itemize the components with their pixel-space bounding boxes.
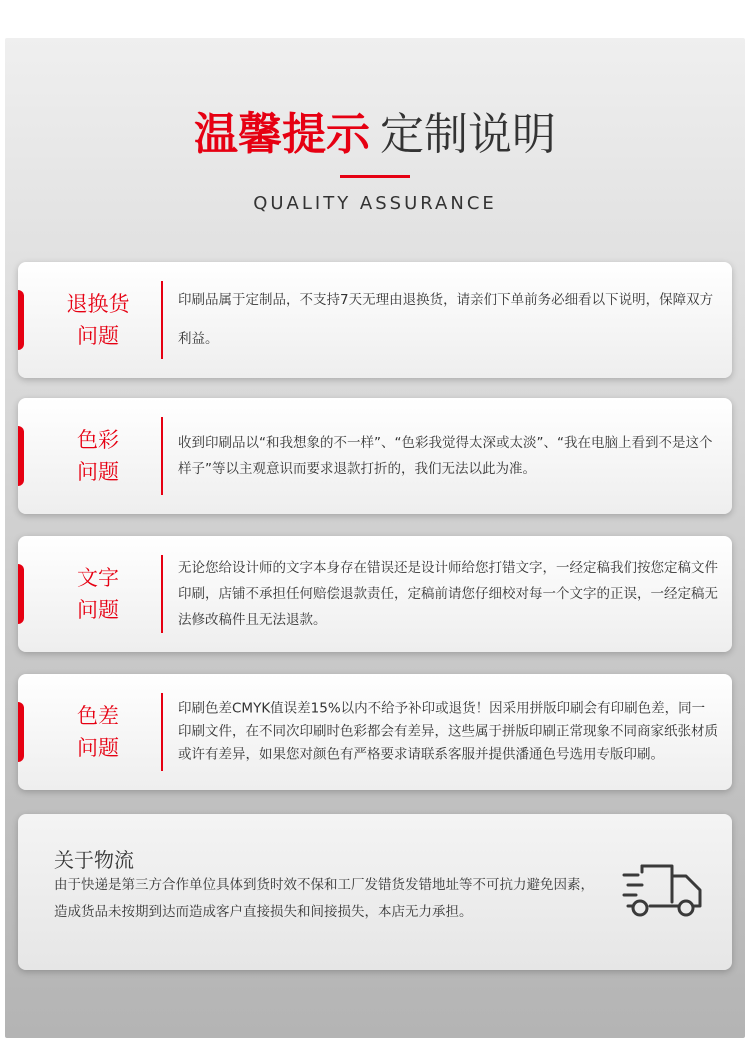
notice-card-text <box>18 536 732 652</box>
card-divider <box>161 555 163 633</box>
card-label-line2: 问题 <box>77 324 119 348</box>
card-label-line1: 文字 <box>77 566 119 590</box>
card-text: 印刷品属于定制品，不支持7天无理由退换货，请亲们下单前务必细看以下说明，保障双方利益。 <box>178 292 714 347</box>
page-subtitle: QUALITY ASSURANCE <box>253 193 497 214</box>
card-label-line2: 问题 <box>77 460 119 484</box>
notice-card-color-difference <box>18 674 732 790</box>
card-accent-tab <box>18 702 24 762</box>
logistics-card <box>18 814 732 970</box>
title-underline <box>340 175 410 178</box>
card-label-line1: 退换货 <box>66 292 130 316</box>
card-label-line1: 色差 <box>77 704 119 728</box>
card-accent-tab <box>18 426 24 486</box>
card-label <box>58 562 138 626</box>
card-accent-tab <box>18 290 24 350</box>
card-accent-tab <box>18 564 24 624</box>
logistics-text: 由于快递是第三方合作单位具体到货时效不保和工厂发错货发错地址等不可抗力避免因素，造成货品未按期到达而造成客户直接损失和间接损失，本店无力承担。 <box>54 877 594 920</box>
page-title <box>0 105 750 165</box>
card-divider <box>161 693 163 771</box>
card-divider <box>161 281 163 359</box>
notice-card-color <box>18 398 732 514</box>
card-divider <box>161 417 163 495</box>
card-text: 无论您给设计师的文字本身存在错误还是设计师给您打错文字，一经定稿我们按您定稿文件印刷，店铺不承担任何赔偿退款责任，定稿前请您仔细校对每一个文字的正误，一经定稿无法修改稿件且无法退款。 <box>178 560 718 628</box>
card-label <box>58 700 138 764</box>
logistics-title: 关于物流 <box>54 848 134 872</box>
delivery-truck-icon <box>622 858 706 922</box>
title-dark: 定制说明 <box>380 109 556 160</box>
card-text: 印刷色差CMYK值误差15%以内不给予补印或退货！因采用拼版印刷会有印刷色差，同一印刷文件，在不同次印刷时色彩都会有差异，这些属于拼版印刷正常现象不同商家纸张材质或许有差异，如果您对颜色有严格要求请联系客服并提供潘通色号选用专版印刷。 <box>178 700 718 763</box>
card-label <box>58 424 138 488</box>
card-text: 收到印刷品以“和我想象的不一样”、“色彩我觉得太深或太淡”、“我在电脑上看到不是这个样子”等以主观意识而要求退款打折的，我们无法以此为准。 <box>178 435 713 477</box>
card-label-line2: 问题 <box>77 736 119 760</box>
card-label-line2: 问题 <box>77 598 119 622</box>
notice-card-returns <box>18 262 732 378</box>
title-red: 温馨提示 <box>194 109 370 160</box>
card-label <box>58 288 138 352</box>
card-label-line1: 色彩 <box>77 428 119 452</box>
